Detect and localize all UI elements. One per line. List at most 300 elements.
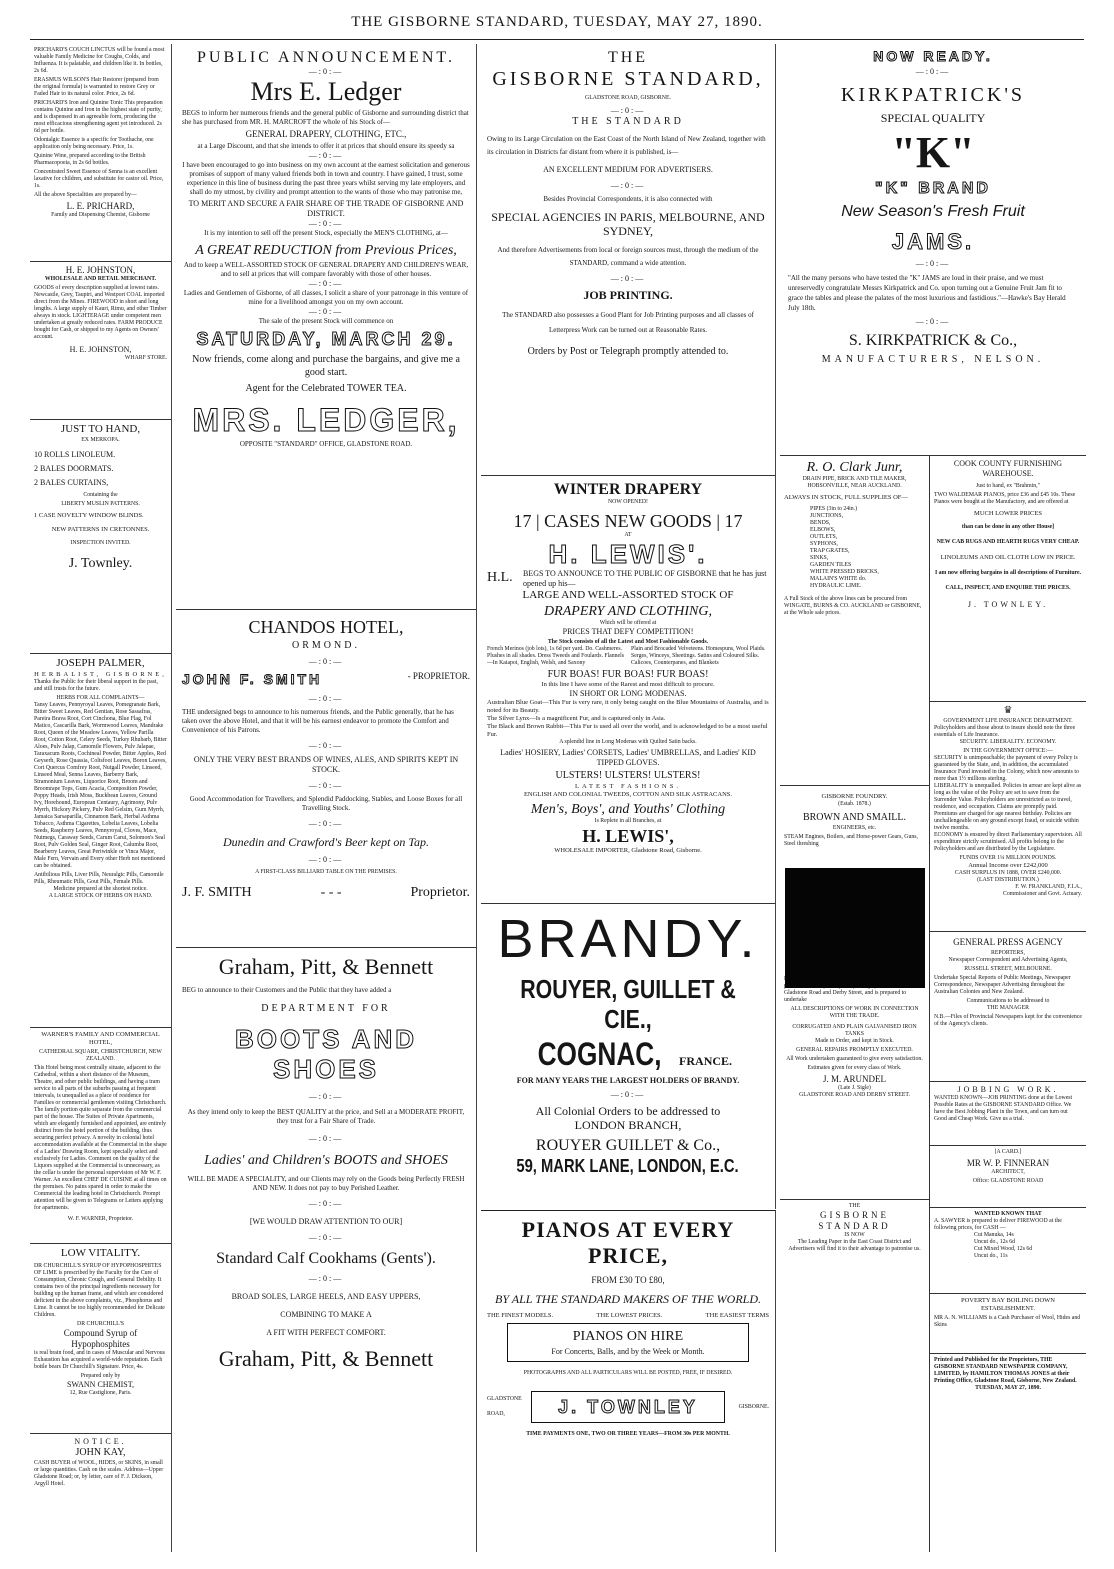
- gpb-title2: Graham, Pitt, & Bennett: [218, 1345, 434, 1371]
- johnston-ad: [30, 262, 171, 420]
- gpb-broad: BROAD SOLES, LARGE HEELS, AND EASY UPPERS,: [231, 1291, 421, 1301]
- foundry-addr: GLADSTONE ROAD AND DERBY STREET.: [799, 1091, 910, 1098]
- lewis-drapery: DRAPERY AND CLOTHING,: [544, 603, 712, 619]
- list-item: JUNCTIONS,: [810, 513, 844, 519]
- ornament: —:0:—: [308, 780, 344, 790]
- foundry-eng: ENGINEERS, etc.: [832, 824, 877, 831]
- gov-title: GOVERNMENT LIFE INSURANCE DEPARTMENT.: [943, 717, 1073, 724]
- pianos-range: FROM £30 TO £80,: [591, 1275, 665, 1285]
- chandos-wines: ONLY THE VERY BEST BRANDS OF WINES, ALES, AND SPIRITS KEPT IN STOCK.: [193, 754, 459, 774]
- foundry-name: BROWN AND SMAILL.: [802, 812, 907, 823]
- gpa-addr: RUSSELL STREET, MELBOURNE.: [964, 966, 1052, 972]
- cook-lino: LINOLEUMS AND OIL CLOTH LOW IN PRICE.: [940, 554, 1076, 561]
- vitality-ad: [30, 1244, 171, 1434]
- lewis-stock: The Stock consists of all the Latest and Most Fashionable Goods.: [547, 638, 709, 645]
- jth-new: NEW PATTERNS IN CRETONNES.: [51, 525, 150, 533]
- foundry-est2: Estimates given for every class of Work.: [807, 1064, 902, 1071]
- job-ad: [930, 1082, 1086, 1146]
- pianos-title: PIANOS AT EVERY PRICE,: [521, 1217, 735, 1268]
- kay-name: JOHN KAY,: [75, 1447, 126, 1458]
- lewis-begs: BEGS TO ANNOUNCE TO THE PUBLIC OF GISBORNE that he has just opened up his—: [523, 569, 767, 588]
- kay-body: CASH BUYER of WOOL, HIDES, or SKINS, in small or large quantities. Cash on the scales. Address—Upper Gladstone Road; or, by letter, care of F. J. Dickson, Argyll Hotel.: [34, 1459, 164, 1487]
- job-body: WANTED KNOWN—JOB PRINTING done at the Lowest Possible Rates at the GISBORNE STANDARD Office. We have the Best Jobbing Plant in the Town, and can turn out Good and Cheap Work. Give us a trial.: [934, 1095, 1073, 1122]
- foundry-all: ALL DESCRIPTIONS OF WORK IN CONNECTION WITH THE TRADE.: [790, 1005, 919, 1019]
- kk-manu: MANUFACTURERS, NELSON.: [821, 354, 1045, 365]
- palmer-sub: HERBALIST, GISBORNE,: [34, 670, 167, 678]
- ornament: —:0:—: [308, 818, 344, 828]
- vit-prep: Prepared only by: [80, 1372, 121, 1379]
- ornament: —:0:—: [308, 1091, 344, 1101]
- palmer-body: Tansy Leaves, Pennyroyal Leaves, Pomegranate Bark, Bitter Sweet Leaves, Red Gentian, Rose Sassafras, Pareira Brava Root, Cort Cinchona, Blue Flag, Fol Matico, Cascarilla Bark, Wormwood Leaves, Mandrake Root, Queen of the Meadow Leaves, Yellow Parilla Root, Cotton Root, Celery Seeds, Turkey Rhubarb, Bitter Aloes, Pulv Jalap, Camomile Flowers, Pulv Jalapae, Taraxacum Roots, Cochineal Powder, Bitter Apples, Red Geyserh, Rose Quassia, Coltsfoot Leaves, Boron Leaves, Cort Quercus Comfrey Root, Nutgall Powder, Linseed, Linseed Meal, Senna Leaves, Barberry Bark, Stramonium Leaves, Liquorice Root, Broom and Broomrape Tops, Gum Acacia, Composition Powder, Poppy Heads, Irish Moss, Buckbean Leaves, Ground Ivy, Horehound, European Centaury, Agrimony, Pulv Myrrh, Hickory Pickery, Pulv Red Gelsim, Gum Myrrh, Jamaica Sarsaparilla, Cinnamon Bark, Herbal Asthma Tobacco, Asthma Cigarettes, Lobelia Leaves, Lobelia Seeds, Raspberry Leaves, Pennyroyal, Cloves, Mace, Nutmegs, Caraway Seeds, Carum Carui, Solomon's Seal Root, Pulv Golden Seal, Ginger Root, Calumba Root, Bearberry Leaves, Great Periwinkle or Vinca Major, Male Fern, Vervain and Every other Herb not mentioned can be obtained.: [34, 701, 167, 869]
- gov-three: SECURITY. LIBERALITY. ECONOMY.: [959, 738, 1057, 745]
- list-item: SYPHONS,: [810, 541, 838, 547]
- palmer-herbs: HERBS FOR ALL COMPLAINTS—: [56, 694, 145, 701]
- ornament: —:0:—: [308, 740, 344, 750]
- gpb-draw: [WE WOULD DRAW ATTENTION TO OUR]: [249, 1216, 403, 1226]
- quinine-wine: Quinine Wine, prepared according to the British Pharmacopoeia, in 2s 6d bottles.: [34, 153, 146, 166]
- ornament: —:0:—: [308, 151, 344, 160]
- chandos-billiard: A FIRST-CLASS BILLIARD TABLE ON THE PREMISES.: [255, 868, 397, 875]
- brandy-addr: 59, MARK LANE, LONDON, E.C.: [516, 1156, 740, 1176]
- warner-ad: [30, 1028, 171, 1244]
- column-4: [780, 44, 1086, 1552]
- masthead: THE GISBORNE STANDARD, TUESDAY, MAY 27, 1890.: [30, 14, 1084, 40]
- odontalgic: Odontalgic Essence is a specific for Toothache, one application only being necessary. Price, 1s.: [34, 137, 154, 150]
- gpa-body: Undertake Special Reports of Public Meetings, Newspaper Correspondence, Newspaper Advertising throughout the Australian Colonies and New Zealand.: [934, 975, 1071, 995]
- cook-call: CALL, INSPECT, AND ENQUIRE THE PRICES.: [945, 585, 1071, 591]
- lewis-offered: Which will be offered at: [599, 619, 657, 626]
- job-title: JOBBING WORK.: [957, 1085, 1059, 1094]
- ornament: —:0:—: [308, 1232, 344, 1242]
- pianos-finest: THE FINEST MODELS.: [487, 1312, 554, 1319]
- ledger-sale: The sale of the present Stock will commence on: [258, 317, 394, 325]
- list-item: WHITE PRESSED BRICKS,: [810, 569, 879, 575]
- list-item: OUTLETS,: [810, 534, 838, 540]
- chandos-place: ORMOND.: [292, 640, 360, 651]
- gs-ad: [780, 1200, 929, 1272]
- finneran-ad: [930, 1146, 1086, 1208]
- list-item: Uncut do., 12s 6d: [974, 1239, 1016, 1245]
- std-p2: Besides Provincial Correspondents, it is also connected with: [543, 194, 713, 203]
- announcement-title: PUBLIC ANNOUNCEMENT.: [197, 49, 455, 66]
- lewis-left: French Merinos (job lots), 1s 6d per yard. Do. Cashmeres. Plushes in all shades. Dress Tweeds and Foulards. Flannels—In Kaiapoi, English, Welsh, and Saxony: [487, 645, 624, 666]
- kk-maker: S. KIRKPATRICK & Co.,: [848, 332, 1018, 349]
- ornament: —:0:—: [610, 180, 646, 190]
- gpa-ad: [930, 932, 1086, 1082]
- pianos-makers: BY ALL THE STANDARD MAKERS OF THE WORLD.: [494, 1292, 761, 1306]
- jth-case: 1 CASE NOVELTY WINDOW BLINDS.: [34, 511, 144, 519]
- warner-title: WARNER'S FAMILY AND COMMERCIAL HOTEL,: [41, 1031, 160, 1046]
- std-p1: Owing to its Large Circulation on the East Coast of the North Island of New Zealand, together with its circulation in Districts far distant from where it is published, is—: [487, 134, 766, 156]
- foundry-p1: Gladstone Road and Derby Street, and is prepared to undertake: [784, 989, 907, 1003]
- jth-contain: Containing the: [83, 491, 118, 498]
- foundry-late: (Late J. Sigle): [838, 1084, 871, 1091]
- cook-title: COOK COUNTY FURNISHING WAREHOUSE.: [953, 459, 1063, 478]
- gov-security: SECURITY is unimpeachable; the payment of every Policy is guaranteed by the State, and, in addition, the accumulated Insurance Fund invested in the Colony, which now amounts to more than 1½ millions sterling.: [934, 754, 1079, 782]
- lewis-rabbit: The Black and Brown Rabbit—This Fur is used all over the world, and is acknowledged to be a most useful Fur.: [487, 723, 768, 738]
- gov-surplus: CASH SURPLUS IN 1888, OVER £240,000.: [954, 869, 1062, 876]
- clark-ad: [780, 456, 929, 786]
- just-to-hand-ad: [30, 420, 171, 654]
- std-p4: The STANDARD also possesses a Good Plant for Job Printing purposes and all classes of Letterpress Work can be turned out at Reasonable Rates.: [502, 310, 754, 334]
- lewis-hosiery: Ladies' HOSIERY, Ladies' CORSETS, Ladies' UMBRELLAS, and Ladies' KID TIPPED GLOVES.: [500, 748, 756, 767]
- column-1: [30, 44, 172, 1552]
- crest-icon: ♛: [1003, 705, 1013, 716]
- gpa-news: Newspaper Correspondent and Advertising Agents,: [948, 957, 1068, 963]
- gpb-comb: COMBINING TO MAKE A: [280, 1309, 372, 1319]
- warner-sign: W. F. WARNER, Proprietor.: [67, 1216, 134, 1222]
- lewis-short: IN SHORT OR LONG MODENAS.: [569, 689, 687, 698]
- cook-lower: MUCH LOWER PRICES: [974, 510, 1042, 517]
- list-item: PIPES (3in to 24in.): [810, 506, 858, 512]
- ornament: —:0:—: [308, 1273, 344, 1283]
- gpb-boots: BOOTS AND SHOES: [234, 1023, 418, 1084]
- lewis-open: NOW OPENED!: [608, 499, 648, 505]
- std-p3: And therefore Advertisements from local or foreign sources must, through the medium of the STANDARD, command a wide attention.: [497, 245, 759, 267]
- brandy-title: BRANDY.: [497, 909, 759, 969]
- lewis-mens: Men's, Boys', and Youths' Clothing: [530, 801, 726, 817]
- ornament: —:0:—: [915, 67, 951, 76]
- palmer-ad: [30, 654, 171, 1028]
- vit-addr: 12, Rue Castiglione, Paris.: [69, 1389, 132, 1396]
- brandy-rouyer2: ROUYER GUILLET & Co.,: [535, 1137, 721, 1154]
- vit-body: DR CHURCHILL'S SYRUP OF HYPOPHOSPHITES OF LIME is prescribed by the Faculty for the Cure of Consumption, Chronic Cough, and General Debility. It contains two of the principal ingredients necessary for building up the human frame, and which are considered deficient in the above complaints, viz., Phosphorus and Lime. It cannot be too highly recommended for Delicate Children.: [34, 1262, 165, 1318]
- gov-frankland: F. W. FRANKLAND, F.I.A.,: [1015, 883, 1082, 890]
- pianos-townley: J. TOWNLEY: [531, 1391, 725, 1423]
- ledger-drapery: GENERAL DRAPERY, CLOTHING, ETC.,: [245, 129, 407, 139]
- gov-comm: Commissioner and Govt. Actuary.: [1003, 890, 1082, 897]
- palmer-stock: A LARGE STOCK OF HERBS ON HAND.: [48, 892, 153, 899]
- chandos-prop: JOHN F. SMITH: [182, 670, 323, 687]
- johnston-body: GOODS of every description supplied at lowest rates. Newcastle, Grey, Taupiri, and Westport COAL imported direct from the Mines. FIREWOOD in short and long lengths. A large supply of Kauri, Rimu, and other Timber always in stock. LIGHTERAGE under competent men undertaken at greatly reduced rates. FARM PRODUCE bought for Cash, or shipped to my Agents on Owners' account.: [34, 285, 167, 340]
- erasmus-wilson: ERASMUS WILSON'S Hair Restorer (prepared from the original formula) is warranted to restore Grey or Faded Hair to its natural color. Price, 2s 6d.: [34, 77, 159, 97]
- pianos-easiest: THE EASIEST TERMS: [705, 1312, 769, 1319]
- warner-addr: CATHEDRAL SQUARE, CHRISTCHURCH, NEW ZEALAND.: [39, 1049, 162, 1062]
- sawyer-items: [934, 1232, 1082, 1260]
- lewis-winter: WINTER DRAPERY: [553, 481, 703, 498]
- brandy-years: FOR MANY YEARS THE LARGEST HOLDERS OF BRANDY.: [516, 1076, 740, 1085]
- ornament: —:0:—: [915, 259, 951, 268]
- chandos-beer: Dunedin and Crawford's Beer kept on Tap.: [222, 834, 429, 849]
- pianos-terms: TIME PAYMENTS ONE, TWO OR THREE YEARS—FROM 30s PER MONTH.: [526, 1431, 730, 1437]
- clark-sub: DRAIN PIPE, BRICK AND TILE MAKER,: [802, 476, 907, 482]
- brandy-france: FRANCE.: [679, 1054, 733, 1068]
- std-the2: THE STANDARD: [572, 116, 684, 127]
- foundry-title: GISBORNE FOUNDRY.: [821, 793, 888, 800]
- pianos-road: ROAD,: [487, 1411, 505, 1417]
- johnston-sign: H. E. JOHNSTON,: [69, 345, 132, 354]
- kk-now: NOW READY.: [873, 48, 993, 64]
- gs-body: The Leading Paper in the East Coast District and Advertisers will find it to their advantage to patronise us.: [788, 1239, 921, 1252]
- list-item: SINKS,: [810, 555, 829, 561]
- column-3: [481, 44, 776, 1209]
- jth-item: 10 ROLLS LINOLEUM.: [34, 449, 116, 459]
- lewis-hl: H.L.: [487, 570, 513, 585]
- palmer-pills: Antibilious Pills, Liver Pills, Neuralgic Pills, Camomile Pills, Rheumatic Pills, Gout Pills, Female Pills.: [34, 871, 164, 885]
- clark-always: ALWAYS IN STOCK, FULL SUPPLIES OF—: [784, 494, 908, 501]
- pianos-gladstone: GLADSTONE: [487, 1396, 522, 1402]
- sawyer-ad: [930, 1208, 1086, 1294]
- lewis-replete: Is Replete in all Branches, at: [594, 817, 662, 824]
- cook-ad: [930, 456, 1086, 702]
- ledger-p7: Now friends, come along and purchase the bargains, and give me a good start.: [192, 354, 460, 378]
- list-item: HYDRAULIC LIME.: [810, 583, 862, 589]
- gpa-rep: REPORTERS,: [991, 950, 1025, 956]
- list-item: BENDS,: [810, 520, 831, 526]
- lewis-ad: [481, 476, 775, 904]
- ornament: —:0:—: [308, 1198, 344, 1208]
- boil-ad: [930, 1294, 1086, 1354]
- lewis-lynx: The Silver Lynx—Is a magnificent Fur, and is captured only in Asia.: [487, 715, 666, 722]
- list-item: GARDEN TILES: [810, 562, 852, 568]
- ornament: —:0:—: [610, 1090, 646, 1099]
- fin-name: MR W. P. FINNERAN: [966, 1158, 1050, 1168]
- jth-sign: J. Townley.: [68, 555, 133, 571]
- lewis-name: H. LEWIS'.: [548, 539, 708, 569]
- johnston-title: H. E. JOHNSTON,: [65, 265, 136, 275]
- chandos-sign2: Proprietor.: [410, 884, 470, 900]
- ledger-p2: at a Large Discount, and that she intends to offer it at prices that should ensure its speedy sa: [197, 142, 455, 150]
- pianos-hire: PIANOS ON HIRE: [572, 1329, 684, 1344]
- pianos-gisborne: GISBORNE.: [738, 1403, 769, 1410]
- kk-fruit: New Season's Fresh Fruit: [841, 203, 1025, 220]
- fin-card: [A CARD.]: [994, 1149, 1022, 1155]
- foundry-arundel: J. M. ARUNDEL: [822, 1073, 886, 1084]
- palmer-notice: Medicine prepared at the shortest notice.: [53, 885, 148, 892]
- vit-title: LOW VITALITY.: [60, 1247, 141, 1259]
- pianos-ad: [481, 1210, 776, 1552]
- chandos-prop2: - PROPRIETOR.: [407, 670, 470, 681]
- cook-offering: I am now offering bargains in all descriptions of Furniture.: [934, 570, 1082, 576]
- boil-body: MR A. N. WILLIAMS is a Cash Purchaser of Wool, Hides and Skins: [934, 1315, 1081, 1328]
- gov-last: (LAST DISTRIBUTION.): [977, 876, 1039, 883]
- std-title: GISBORNE STANDARD,: [492, 68, 764, 90]
- list-item: MALAIN'S WHITE do.: [810, 576, 867, 582]
- jth-inspect: INSPECTION INVITED.: [70, 539, 131, 546]
- clark-items: [784, 506, 925, 590]
- lewis-at: AT: [624, 532, 632, 538]
- cook-done: than can be done in any other House]: [961, 524, 1055, 530]
- cook-just: Just to hand, ex "Brahmin,": [976, 483, 1040, 489]
- vit-dr: DR CHURCHILL'S: [77, 1320, 124, 1327]
- foundry-est: (Estab. 1878.): [838, 801, 871, 807]
- ornament: —:0:—: [308, 67, 344, 76]
- pianos-hire-box: [507, 1323, 749, 1362]
- gov-holders: Policyholders and those about to insure should note the three essentials of Life Insurance.: [934, 724, 1076, 738]
- ornament: —:0:—: [308, 656, 344, 666]
- jth-liberty: LIBERTY MUSLIN PATTERNS.: [61, 500, 140, 507]
- brandy-rouyer: ROUYER, GUILLET & CIE.,: [520, 974, 736, 1034]
- lewis-fur-p: In this line I have some of the Rarest and most difficult to procure.: [541, 681, 715, 688]
- gov-funds: FUNDS OVER 1¼ MILLION POUNDS.: [959, 854, 1057, 861]
- vit-syrup: Compound Syrup of Hypophosphites: [63, 1327, 138, 1349]
- gs-is: IS NOW: [844, 1232, 865, 1238]
- kirkpatrick-ad: [780, 44, 1086, 456]
- gs-name: GISBORNE STANDARD: [818, 1210, 891, 1231]
- kk-jams: JAMS.: [891, 229, 975, 254]
- prichard-linctus: PRICHARD'S COUCH LINCTUS will be found a most valuable Family Medicine for Coughs, Colds, and Influenza. It is palatable, and children like it. In bottles, 2s 6d.: [34, 47, 165, 74]
- cook-pianos: TWO WALDEMAR PIANOS, price £36 and £45 10s. These Pianos were bought at the Manufactory, and are offered at: [934, 492, 1076, 505]
- list-item: ELBOWS,: [810, 527, 836, 533]
- gov-economy: ECONOMY is ensured by direct Parliamentary supervision. All expenditure strictly scrutinised. All profits belong to the Policyholders and are distributed by the Legislature.: [934, 831, 1082, 852]
- ornament: —:0:—: [308, 219, 344, 228]
- warner-body: This Hotel being most centrally situate, adjacent to the Cathedral, within a short distance of the Museum, Theatre, and other public buildings, and having a tram service to all parts of the suburbs passing at frequent intervals, is unequalled as a place of residence for Families or commercial gentlemen visiting Christchurch. The family portion quite separate from the commercial part of the house. The Suites of Private Apartments, which are elegantly furnished and appointed, are entirely distinct from the hotel portion of the building, thus securing perfect privacy. A novelty in colonial hotel accommodation available at the Commercial in the shape of a Ladies' Drawing Room, kept specially select and exclusively for Ladies. Comment on the quality of the Liquors supplied at the Commercial is unnecessary, as the cellar is under the personal supervision of Mr W. F. Warner. An excellent CHEF DE CUISINE at all times on the premises. No pains spared in order to make the Commercial the leading hotel in Christchurch. Prompt attention will be given to Telegrams or Letters applying for apartments.: [34, 1065, 167, 1211]
- std-the: THE: [607, 49, 649, 66]
- johnston-place: WHARF STORE.: [124, 355, 167, 361]
- jth-item: 2 BALES CURTAINS,: [34, 477, 109, 487]
- lewis-large: LARGE AND WELL-ASSORTED STOCK OF: [522, 589, 734, 601]
- list-item: Cut Mixed Wood, 12s 6d: [974, 1246, 1033, 1252]
- ornament: —:0:—: [610, 273, 646, 283]
- kk-k: "K": [891, 128, 975, 177]
- pianos-lowest: THE LOWEST PRICES.: [596, 1312, 663, 1319]
- kay-notice: NOTICE.: [74, 1437, 127, 1446]
- gpb-title: Graham, Pitt, & Bennett: [218, 954, 434, 979]
- ornament: —:0:—: [308, 693, 344, 703]
- brandy-colonial: All Colonial Orders to be addressed to: [535, 1104, 721, 1118]
- ledger-name: Mrs E. Ledger: [250, 77, 402, 106]
- cook-sign: J. TOWNLEY.: [967, 600, 1049, 609]
- foundry-made: Made to Order, and kept in Stock.: [815, 1037, 894, 1044]
- imprint-text: Printed and Published for the Proprietors, THE GISBORNE STANDARD NEWSPAPER COMPANY, LIMITED, by HAMILTON THOMAS JONES at their Printing Office, Gladstone Road, Gisborne, New Zealand.: [934, 1357, 1077, 1384]
- ledger-p1: BEGS to inform her numerous friends and the general public of Gisborne and surrounding district that she has purchased from MR. H. MARCROFT the whole of his Stock of—: [182, 109, 469, 126]
- brandy-cognac: COGNAC,: [537, 1036, 662, 1072]
- ledger-agent: Agent for the Celebrated TOWER TEA.: [245, 383, 407, 394]
- ledger-ad: [176, 44, 476, 610]
- lewis-prices: PRICES THAT DEFY COMPETITION!: [562, 626, 694, 636]
- chandos-title: CHANDOS HOTEL,: [248, 617, 404, 637]
- ledger-p6: Ladies and Gentlemen of Gisborne, of all classes, I solicit a share of your patronage in this venture of mine for a livelihood amongst you on my own account.: [183, 289, 469, 306]
- gpb-dept: DEPARTMENT FOR: [261, 1003, 391, 1014]
- jth-item: 2 BALES DOORMATS.: [34, 463, 114, 473]
- kk-title: KIRKPATRICK'S: [840, 84, 1026, 106]
- std-job: JOB PRINTING.: [583, 287, 673, 302]
- std-orders: Orders by Post or Telegraph promptly attended to.: [527, 345, 729, 357]
- lewis-name2: H. LEWIS',: [582, 825, 674, 846]
- lewis-fur: FUR BOAS! FUR BOAS! FUR BOAS!: [547, 668, 709, 680]
- pianos-photos: PHOTOGRAPHS AND ALL PARTICULARS WILL BE POSTED, FREE, IF DESIRED.: [523, 1370, 733, 1376]
- foundry-work: All Work undertaken guaranteed to give every satisfaction.: [786, 1055, 923, 1062]
- vit-real: is real brain food, and in cases of Muscular and Nervous Exhaustion has acquired a world-wide reputation. Each bottle bears Dr Churchill's Signature. Price, 4s.: [34, 1349, 165, 1370]
- ornament: —:0:—: [308, 307, 344, 316]
- gpb-ad: [176, 948, 476, 1552]
- ornament: —:0:—: [308, 1133, 344, 1143]
- foundry-repairs: GENERAL REPAIRS PROMPTLY EXECUTED.: [796, 1046, 913, 1053]
- clark-name: R. O. Clark Junr,: [806, 460, 903, 475]
- ledger-p5: And to keep a WELL-ASSORTED STOCK OF GENERAL DRAPERY AND CHILDREN'S WEAR, and to sell at prices that will compare favorably with those of other houses.: [183, 261, 469, 278]
- fin-office: Office: GLADSTONE ROAD: [972, 1178, 1044, 1184]
- list-item: TRAP GRATES,: [810, 548, 850, 554]
- lewis-cases: 17 | CASES NEW GOODS | 17: [513, 511, 743, 531]
- palmer-title: JOSEPH PALMER,: [56, 657, 145, 669]
- clark-place: HOBSONVILLE, NEAR AUCKLAND.: [807, 483, 902, 489]
- list-item: Uncut do., 11s: [974, 1253, 1008, 1259]
- chandos-p2: Good Accommodation for Travellers, and Splendid Paddocking, Stables, and Loose Boxes for all Travelling Stock.: [189, 794, 463, 812]
- ledger-p4: It is my intention to sell off the present Stock, especially the MEN'S CLOTHING, at—: [204, 229, 448, 237]
- gpa-files: N.B.—Files of Provincial Newspapers kept for the convenience of the Agency's clients.: [934, 1014, 1082, 1027]
- gpb-p2: As they intend only to keep the BEST QUALITY at the price, and Sell at a MODERATE PROFIT, they trust for a Fair Share of Trade.: [187, 1107, 465, 1125]
- gov-liberality: LIBERALITY is unequalled. Policies in arrear are kept alive as long as the value of the Policy are set to save from the Surrender Value. Policyholders are unrestricted as to travel, residence, and occupation. Claims are promptly paid. Premiums are charged for age nearest birthday. Policies are unchallengeable on any ground except fraud, or suicide within twelve months.: [934, 782, 1082, 831]
- jth-title: JUST TO HAND,: [60, 423, 141, 435]
- ornament: —:0:—: [308, 279, 344, 288]
- column-2: [176, 44, 477, 1552]
- gov-ad: [930, 702, 1086, 932]
- gpa-mgr: THE MANAGER: [986, 1005, 1030, 1011]
- ornament: —:0:—: [610, 106, 646, 115]
- gpb-ladies: Ladies' and Children's BOOTS and SHOES: [204, 1152, 448, 1168]
- sawyer-title: WANTED KNOWN THAT: [974, 1211, 1042, 1217]
- ornament: —:0:—: [308, 854, 344, 864]
- redacted-block: [785, 868, 925, 988]
- johnston-sub: WHOLESALE AND RETAIL MERCHANT.: [44, 276, 157, 282]
- gpa-comm: Communications to be addressed to: [966, 998, 1050, 1004]
- ledger-merit: TO MERIT AND SECURE A FAIR SHARE OF THE TRADE OF GISBORNE AND DISTRICT.: [188, 199, 464, 218]
- boil-title: POVERTY BAY BOILING DOWN ESTABLISHMENT.: [960, 1297, 1056, 1312]
- sawyer-body: A. SAWYER is prepared to deliver FIREWOOD at the following prices, for CASH —: [934, 1218, 1062, 1231]
- lewis-latest: LATEST FASHIONS.: [575, 782, 681, 790]
- jth-sub: EX MERKOPA.: [81, 436, 120, 443]
- std-medium: AN EXCELLENT MEDIUM FOR ADVERTISERS.: [543, 164, 713, 174]
- kk-special: SPECIAL QUALITY: [880, 111, 986, 125]
- chandos-sign: J. F. SMITH: [182, 884, 252, 900]
- standard-ad: [481, 44, 775, 476]
- lewis-tweeds: ENGLISH AND COLONIAL TWEEDS, COTTON AND SILK ASTRACANS.: [523, 790, 733, 798]
- ledger-p3: I have been encouraged to go into business on my own account at the earnest solicitation and generous promises of support of many valued friends both in town and country. I have gained, I trust, some experience in this line of business during the past three years whilst serving my late employers, and shall do my utmost, by civility and prompt attention to the wants of those who may patronise me,: [182, 161, 470, 196]
- gov-income: Annual Income over £242,000: [968, 861, 1048, 869]
- prichard-sub: Family and Dispensing Chemist, Gisborne: [51, 212, 150, 218]
- foundry-corr: CORRUGATED AND PLAIN GALVANISED IRON TANKS: [792, 1023, 917, 1037]
- brandy-london: LONDON BRANCH,: [574, 1118, 682, 1132]
- lewis-goat: Australian Blue Goat—This Fur is very rare, it only being caught on the Blue Mountains of Australia, and is noted for its Beauty.: [487, 699, 769, 714]
- fin-arch: ARCHITECT,: [991, 1169, 1025, 1175]
- imprint: [930, 1354, 1086, 1444]
- kay-ad: [30, 1434, 171, 1534]
- ledger-big: MRS. LEDGER,: [192, 401, 460, 438]
- foundry-steam: STEAM Engines, Boilers, and Horse-power Gears, Guns, Steel threshing: [784, 833, 918, 847]
- std-addr: GLADSTONE ROAD, GISBORNE.: [585, 95, 671, 101]
- lewis-ulsters: ULSTERS! ULSTERS! ULSTERS!: [555, 770, 701, 781]
- pianos-hire-sub: For Concerts, Balls, and by the Week or Month.: [551, 1347, 705, 1356]
- ledger-date: SATURDAY, MARCH 29.: [196, 329, 456, 349]
- gpb-p3: WILL BE MADE A SPECIALITY, and our Clients may rely on the Goods being Perfectly FRESH AND NEW. It does not pay to buy Perished Leather.: [187, 1174, 465, 1192]
- gpb-fit: A FIT WITH PERFECT COMFORT.: [266, 1327, 386, 1337]
- kk-quote: "All the many persons who have tested the "K" JAMS are loud in their praise, and we must unreservedly congratulate Messrs Kirkpatrick and Co. upon turning out a Genuine Fruit Jam fit to grace the tables and please the palates of the most luxurious and fastidious."—Hawke's Bay Herald July 18th.: [788, 274, 1066, 312]
- lewis-splendid: A splendid line in Long Modenas with Quilted Satin backs.: [559, 739, 697, 745]
- gpa-title: GENERAL PRESS AGENCY: [953, 937, 1063, 947]
- chandos-ad: CHANDOS HOTEL, ORMOND. —:0:— JOHN F. SMITH - PROPRIETOR. —:0:— THE undersigned begs to announce to his numerous friends, and the Public generally, that he has taken over the above Hotel, and that it will be his earnest endeavor to promote the Comfort and Convenience of his Patrons. —:0:— ONLY THE VERY BEST BRANDS OF WINES, ALES, AND SPIRITS KEPT IN STOCK. —:0:— Good Accommodation for Travellers, and Splendid Paddocking, Stables, and Loose Boxes for all Travelling Stock. —:0:— Dunedin and Crawford's Beer kept on Tap. —:0:— A FIRST-CLASS BILLIARD TABLE ON THE PREMISES. J. F. SMITH - - - Proprietor.: [176, 610, 476, 948]
- std-agencies: SPECIAL AGENCIES IN PARIS, MELBOURNE, AND SYDNEY,: [491, 209, 765, 238]
- gs-the: THE: [848, 1203, 861, 1209]
- clark-full: A Full Stock of the above lines can be procured from WINGATE, BURNS & CO. AUCKLAND or GISBORNE, at the Whole sale prices.: [784, 596, 922, 616]
- prichard-ad: [30, 44, 171, 262]
- lewis-addr: WHOLESALE IMPORTER, Gladstone Road, Gisborne.: [554, 846, 702, 854]
- prichard-name: L. E. PRICHARD,: [66, 201, 135, 211]
- chandos-p1: THE undersigned begs to announce to his numerous friends, and the Public generally, that he has taken over the above Hotel, and that it will be his earnest endeavor to promote the Comfort and Convenience of his Patrons.: [182, 707, 454, 734]
- palmer-thanks: Thanks the Public for their liberal support in the past, and still trusts for the future.: [34, 678, 158, 692]
- column-4b: [930, 456, 1086, 1552]
- foundry-ad: [780, 786, 929, 1200]
- imprint-date: TUESDAY, MAY 27, 1890.: [975, 1385, 1041, 1391]
- gpb-calf: Standard Calf Cookhams (Gents').: [216, 1249, 436, 1267]
- ornament: —:0:—: [915, 317, 951, 326]
- senna: Concentrated Sweet Essence of Senna is an excellent laxative for children, and substitute for castor oil. Price, 1s.: [34, 169, 164, 189]
- column-4-split: [780, 456, 1086, 1552]
- gov-office: IN THE GOVERNMENT OFFICE:—: [963, 747, 1053, 754]
- cook-cab: NEW CAB RUGS AND HEARTH RUGS VERY CHEAP.: [936, 539, 1080, 545]
- iron-quinine: PRICHARD'S Iron and Quinine Tonic This preparation contains Quinine and Iron in the highest state of purity, and is dispensed in an agreeable form, producing the most efficacious strengthening agent yet introduced. 2s 6d per bottle.: [34, 100, 163, 134]
- kk-brand: "K" BRAND: [875, 180, 991, 197]
- brandy-ad: [481, 904, 775, 1209]
